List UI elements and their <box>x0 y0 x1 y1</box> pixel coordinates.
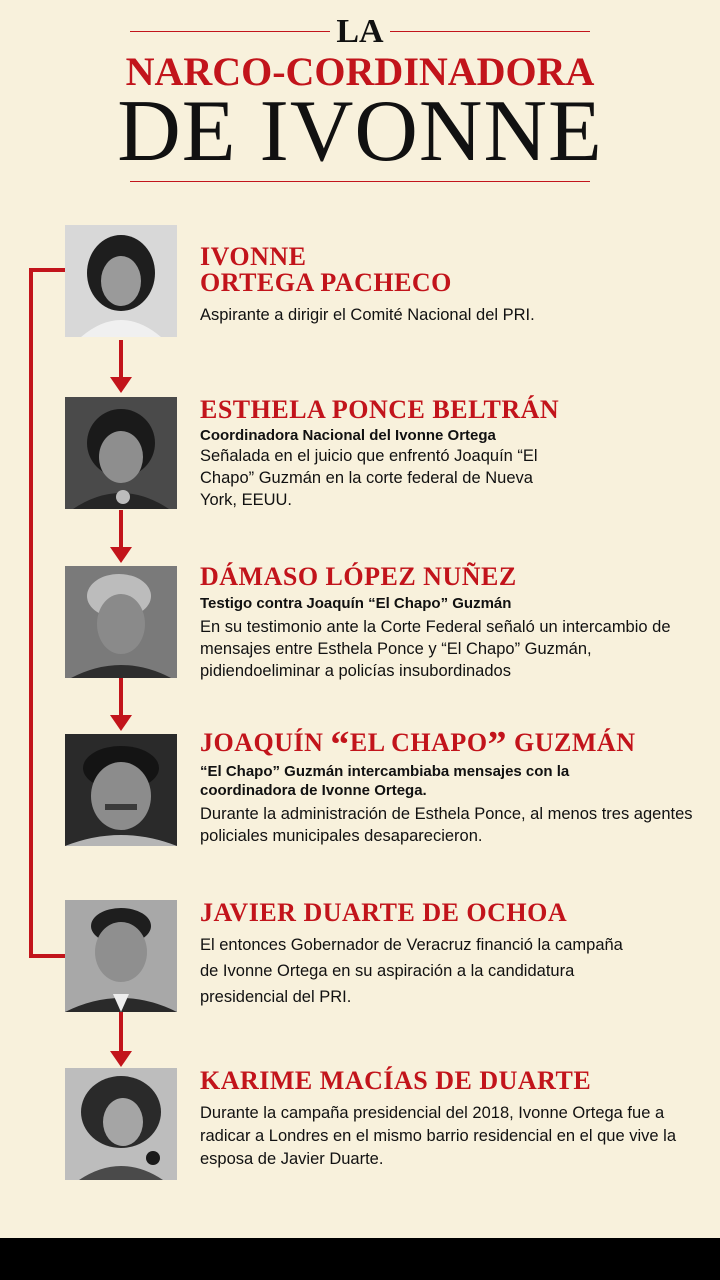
entry-description: Durante la campaña presidencial del 2018, Ivonne Ortega fue a radicar a Londres en el mismo barrio residencial en el que vive la esposa de Javier Duarte. <box>200 1104 676 1168</box>
arrow-shaft-1 <box>119 340 123 378</box>
entry-subtitle: Coordinadora Nacional del Ivonne Ortega <box>200 427 496 444</box>
entry-name-quote-close: ” <box>487 724 508 766</box>
portrait-esthela-ponce <box>65 397 177 509</box>
arrow-head-1 <box>110 377 132 393</box>
entry-description: Señalada en el juicio que enfrentó Joaquín “El Chapo” Guzmán en la corte federal de Nueva York, EEUU. <box>200 447 538 509</box>
entry-name-part-a: JOAQUÍN <box>200 728 324 757</box>
portrait-damaso-lopez <box>65 566 177 678</box>
entry-subtitle: “El Chapo” Guzmán intercambiaba mensajes con la coordinadora de Ivonne Ortega. <box>200 763 570 799</box>
arrow-shaft-4 <box>119 1012 123 1052</box>
entry-name-line2: ORTEGA PACHECO <box>200 268 452 297</box>
entry-description: Aspirante a dirigir el Comité Nacional del PRI. <box>200 306 535 324</box>
arrow-head-3 <box>110 715 132 731</box>
portrait-ivonne-ortega <box>65 225 177 337</box>
entry-karime-macias <box>200 1068 700 1171</box>
arrow-shaft-3 <box>119 678 123 716</box>
bracket-line-bottom <box>29 954 67 958</box>
bracket-line-vertical <box>29 268 33 958</box>
entry-name: ESTHELA PONCE BELTRÁN <box>200 395 560 424</box>
entry-name: DÁMASO LÓPEZ NUÑEZ <box>200 562 517 591</box>
arrow-head-4 <box>110 1051 132 1067</box>
entry-description: Durante la administración de Esthela Ponce, al menos tres agentes policiales municipales desaparecieron. <box>200 805 693 845</box>
arrow-head-2 <box>110 547 132 563</box>
bottom-bar <box>0 1238 720 1280</box>
entry-subtitle: Testigo contra Joaquín “El Chapo” Guzmán <box>200 595 512 612</box>
entry-name-quote-open: “ <box>330 724 350 766</box>
entry-name-line1: IVONNE <box>200 242 307 271</box>
header-title-la: LA <box>336 13 384 50</box>
header-title-ivonne: DE IVONNE <box>117 83 603 180</box>
entry-ivonne-ortega <box>200 244 700 326</box>
entry-name-part-b: EL CHAPO <box>349 728 488 757</box>
entry-esthela-ponce <box>200 397 700 511</box>
portrait-javier-duarte <box>65 900 177 1012</box>
portrait-el-chapo-guzman <box>65 734 177 846</box>
entry-javier-duarte <box>200 900 700 1010</box>
entry-name: JAVIER DUARTE DE OCHOA <box>200 898 568 927</box>
entry-el-chapo-guzman <box>200 724 700 847</box>
header-rule-bottom <box>130 181 590 182</box>
header-title-narco: NARCO-CORDINADORA <box>125 49 595 94</box>
entry-name: KARIME MACÍAS DE DUARTE <box>200 1066 592 1095</box>
bracket-line-top <box>29 268 67 272</box>
entry-description: El entonces Gobernador de Veracruz financió la campaña de Ivonne Ortega en su aspiración a la candidatura presidencial del PRI. <box>200 936 623 1006</box>
entry-name-part-c: GUZMÁN <box>514 728 636 757</box>
portrait-karime-macias <box>65 1068 177 1180</box>
arrow-shaft-2 <box>119 510 123 548</box>
entry-damaso-lopez <box>200 564 700 682</box>
entry-description: En su testimonio ante la Corte Federal señaló un intercambio de mensajes entre Esthela Ponce y “El Chapo” Guzmán, pidiendoeliminar a policías insubordinados <box>200 618 671 680</box>
entry-name <box>200 724 700 766</box>
